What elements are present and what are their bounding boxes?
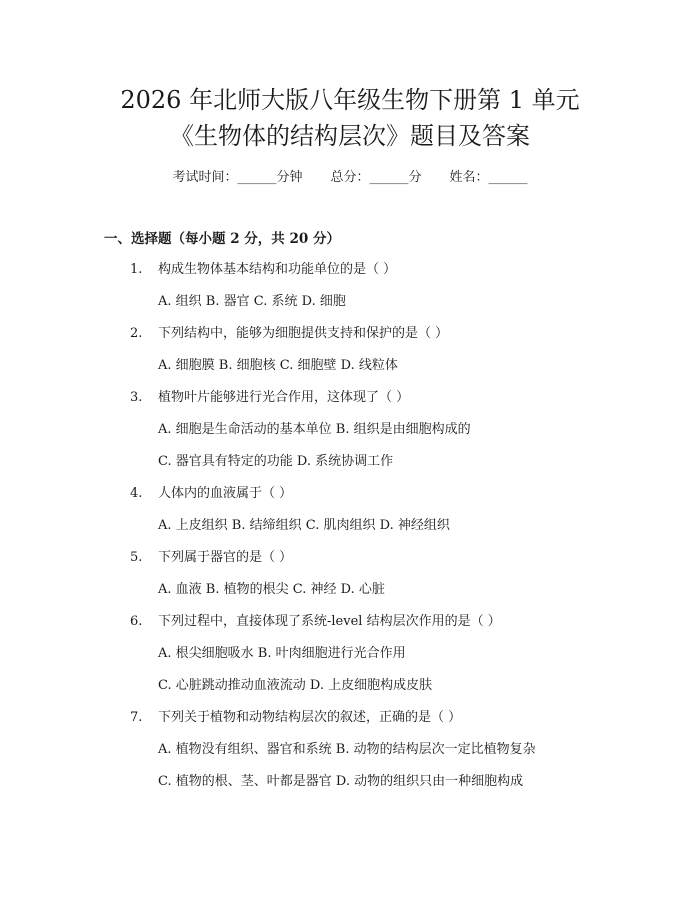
question-1-options: A. 组织 B. 器官 C. 系统 D. 细胞 bbox=[158, 294, 346, 309]
document-title-line-1: 2026 年北师大版八年级生物下册第 1 单元 bbox=[120, 86, 580, 114]
question-1 bbox=[130, 260, 396, 280]
question-text: 下列结构中，能够为细胞提供支持和保护的是（ ） bbox=[158, 326, 449, 341]
question-number: 1. bbox=[130, 262, 143, 277]
question-5-options: A. 血液 B. 植物的根尖 C. 神经 D. 心脏 bbox=[158, 582, 385, 597]
question-7 bbox=[130, 708, 461, 728]
question-3 bbox=[130, 388, 409, 408]
question-3-options-line-2: C. 器官具有特定的功能 D. 系统协调工作 bbox=[158, 454, 394, 469]
question-number: 3. bbox=[130, 390, 143, 405]
question-number: 7. bbox=[130, 710, 143, 725]
question-text: 人体内的血液属于（ ） bbox=[158, 486, 293, 501]
question-6-options-line-1: A. 根尖细胞吸水 B. 叶肉细胞进行光合作用 bbox=[158, 646, 406, 661]
question-text: 下列关于植物和动物结构层次的叙述，正确的是（ ） bbox=[158, 710, 462, 725]
exam-info bbox=[0, 168, 700, 188]
question-number: 4. bbox=[130, 486, 143, 501]
question-3-options-line-1: A. 细胞是生命活动的基本单位 B. 组织是由细胞构成的 bbox=[158, 422, 471, 437]
question-number: 5. bbox=[130, 550, 143, 565]
question-7-options-line-2: C. 植物的根、茎、叶都是器官 D. 动物的组织只由一种细胞构成 bbox=[158, 774, 524, 789]
section-heading: 一、选择题（每小题 2 分，共 20 分） bbox=[104, 231, 340, 247]
question-4 bbox=[130, 484, 292, 504]
question-number: 6. bbox=[130, 614, 143, 629]
document-title-line-2: 《生物体的结构层次》题目及答案 bbox=[170, 122, 530, 150]
question-text: 植物叶片能够进行光合作用，这体现了（ ） bbox=[158, 390, 410, 405]
question-number: 2. bbox=[130, 326, 143, 341]
question-text: 下列过程中，直接体现了系统-level 结构层次作用的是（ ） bbox=[158, 614, 501, 629]
student-name-field: 姓名：______ bbox=[449, 170, 528, 185]
question-7-options-line-1: A. 植物没有组织、器官和系统 B. 动物的结构层次一定比植物复杂 bbox=[158, 742, 536, 757]
question-text: 构成生物体基本结构和功能单位的是（ ） bbox=[158, 262, 397, 277]
question-text: 下列属于器官的是（ ） bbox=[158, 550, 293, 565]
exam-time-field: 考试时间：______分钟 bbox=[172, 170, 303, 185]
question-5 bbox=[130, 548, 292, 568]
question-4-options: A. 上皮组织 B. 结缔组织 C. 肌肉组织 D. 神经组织 bbox=[158, 518, 450, 533]
question-6 bbox=[130, 612, 501, 632]
question-6-options-line-2: C. 心脏跳动推动血液流动 D. 上皮细胞构成皮肤 bbox=[158, 678, 433, 693]
question-2 bbox=[130, 324, 448, 344]
total-score-field: 总分：______分 bbox=[330, 170, 422, 185]
question-2-options: A. 细胞膜 B. 细胞核 C. 细胞壁 D. 线粒体 bbox=[158, 358, 398, 373]
